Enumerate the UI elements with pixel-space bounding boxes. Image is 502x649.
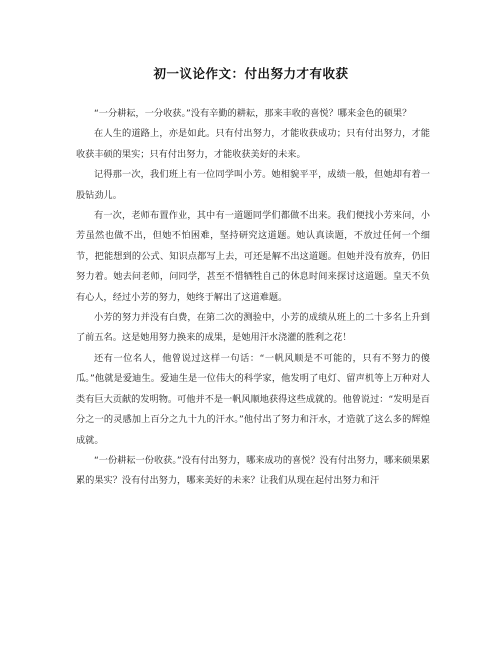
paragraph: “一分耕耘，一分收获。”没有辛勤的耕耘，那来丰收的喜悦？哪来金色的硕果？: [94, 108, 412, 119]
paragraph: 记得那一次，我们班上有一位同学叫小芳。她相貌平平，成绩一般，但她却有着一股钻劲儿。: [76, 169, 430, 201]
paragraph: 还有一位名人，他曾说过这样一句话：“一帆风顺是不可能的，只有不努力的傻瓜。”他就是爱迪生。爱迪生是一位伟大的科学家，他发明了电灯、留声机等上万种对人类有巨大贡献的发明物。可他并不是一帆风顺地获得这些成就的。他曾说过：“发明是百分之一的灵感加上百分之九十九的汗水。”他付出了努力和汗水，才造就了这么多的辉煌成就。: [76, 352, 430, 446]
paragraph: 在人生的道路上，亦是如此。只有付出努力，才能收获成功；只有付出努力，才能收获丰硕的果实；只有付出努力，才能收获美好的未来。: [76, 128, 430, 160]
paragraph: “一份耕耘一份收获。”没有付出努力，哪来成功的喜悦？没有付出努力，哪来硕果累累的果实？没有付出努力，哪来美好的未来？让我们从现在起付出努力和汗: [76, 454, 430, 487]
document-body: [76, 104, 430, 492]
document-title: 初一议论作文：付出努力才有收获: [153, 66, 349, 81]
paragraph: 有一次，老师布置作业，其中有一道题同学们都做不出来。我们便找小芳来问，小芳虽然也做不出，但她不怕困难，坚持研究这道题。她认真读题，不放过任何一个细节，把能想到的公式、知识点都写上去，可还是解不出这道题。但她并没有放弃，仍旧努力着。她去问老师，问同学，甚至不惜牺牲自己的休息时间来探讨这道题。皇天不负有心人，经过小芳的努力，她终于解出了这道难题。: [76, 210, 430, 303]
paragraph: 小芳的努力并没有白费，在第二次的测验中，小芳的成绩从班上的二十多名上升到了前五名。这是她用努力换来的成果，是她用汗水浇灌的胜利之花！: [76, 312, 430, 344]
